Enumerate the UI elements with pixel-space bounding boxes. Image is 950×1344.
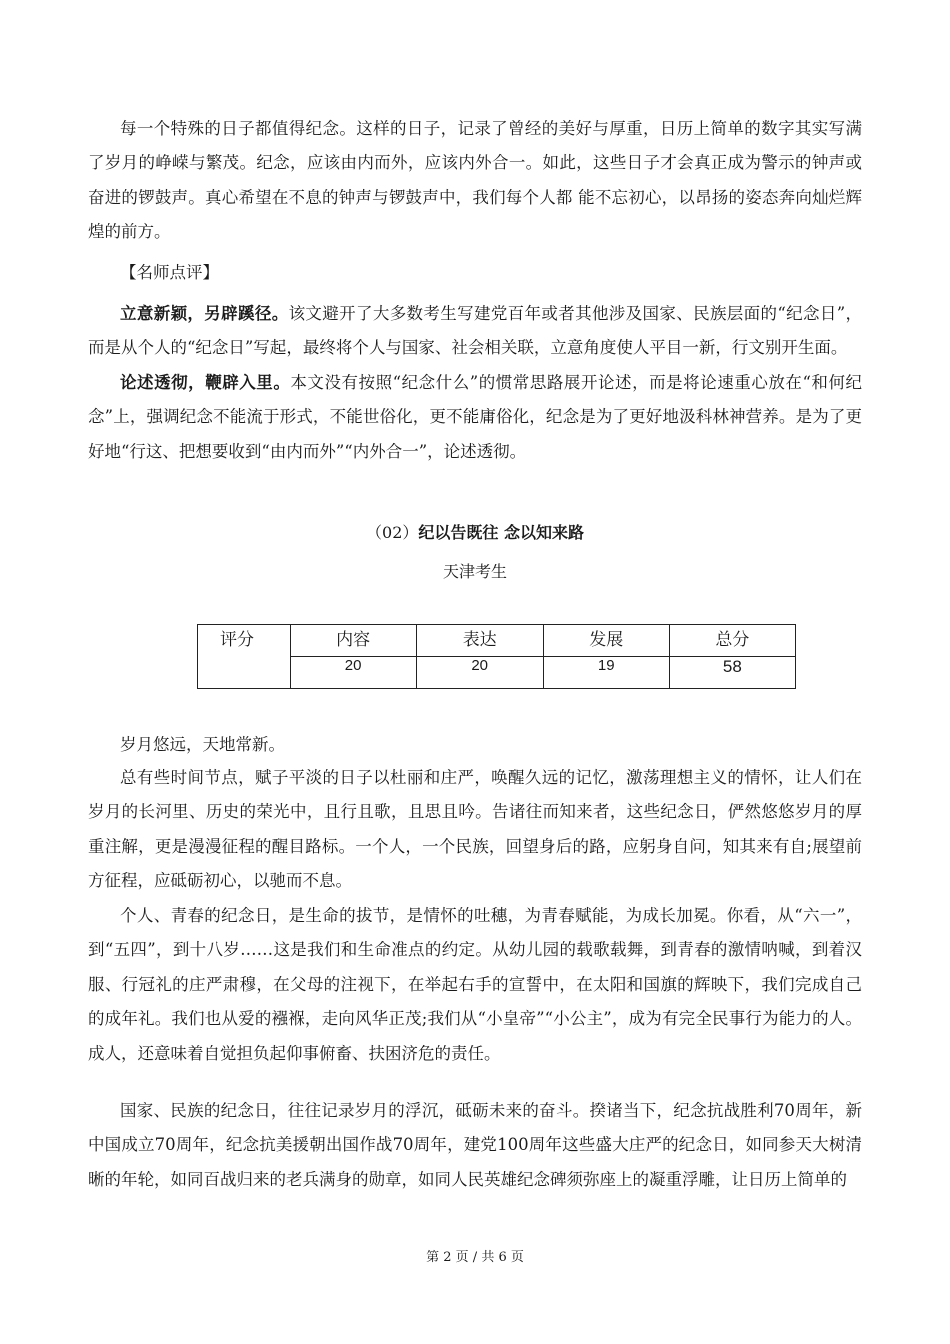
review-heading: 【名师点评】 [120,263,219,282]
essay-author: 天津考生 [442,562,507,581]
score-value: 20 [416,657,543,689]
score-value: 19 [543,657,669,689]
score-value: 20 [290,657,416,689]
review-point-2-bold: 论述透彻，鞭辟入里。 [120,373,291,392]
score-header: 内容 [290,625,416,657]
score-header: 发展 [543,625,669,657]
page-footer: 第 2 页 / 共 6 页 [426,1250,524,1265]
essay-title [0,520,950,543]
score-row-label: 评分 [198,625,291,689]
essay-paragraph: 个人、青春的纪念日，是生命的拔节，是情怀的吐穗，为青春赋能，为成长加冕。你看，从“六一”，到“五四”，到十八岁……这是我们和生命准点的约定。从幼儿园的载歌载舞，到青春的激情呐喊，到着汉服、行冠礼的庄严肃穆，在父母的注视下，在举起右手的宣誓中，在太阳和国旗的辉映下，我们完成自己的成年礼。我们也从爱的襁褓，走向风华正茂;我们从“小皇帝”“小公主”，成为有完全民事行为能力的人。成人，还意味着自觉担负起仰事俯畜、扶困济危的责任。 [88,906,862,1063]
score-total-value: 58 [669,657,795,689]
review-point-1-bold: 立意新颖，另辟蹊径。 [120,304,289,323]
review-point-2 [88,366,862,469]
intro-paragraph: 每一个特殊的日子都值得纪念。这样的日子，记录了曾经的美好与厚重，日历上简单的数字其实写满了岁月的峥嵘与繁茂。纪念，应该由内而外，应该内外合一。如此，这些日子才会真正成为警示的钟声或奋进的锣鼓声。真心希望在不息的钟声与锣鼓声中，我们每个人都 能不忘初心，以昂扬的姿态奔向灿烂辉煌的前方。 [88,119,862,242]
essay-paragraph: 岁月悠远，天地常新。 [120,735,285,754]
essay-title-text: 纪以告既往 念以知来路 [418,523,584,542]
review-point-1 [88,297,862,366]
score-header: 总分 [669,625,795,657]
review-point-1-text: 该文避开了大多数考生写建党百年或者其他涉及国家、民族层面的“纪念日”，而是从个人的“纪念日”写起，最终将个人与国家、社会相关联，立意角度使人平目一新，行文别开生面。 [88,304,863,358]
review-point-2-text: 本文没有按照“纪念什么”的惯常思路展开论述，而是将论速重心放在“和何纪念”上，强调纪念不能流于形式，不能世俗化，更不能庸俗化，纪念是为了更好地汲科林神营养。是为了更好地“行这、把想要收到“由内而外”“内外合一”，论述透彻。 [88,373,863,461]
essay-paragraph: 总有些时间节点，赋子平淡的日子以杜丽和庄严，唤醒久远的记忆，激荡理想主义的情怀，让人们在岁月的长河里、历史的荣光中，且行且歌，且思且吟。告诸往而知来者，这些纪念日，俨然悠悠岁月的厚重注解，更是漫漫征程的醒目路标。一个人，一个民族，回望身后的路，应躬身自问，知其来有自;展望前方征程，应砥砺初心，以驰而不息。 [88,768,862,891]
essay-paragraph: 国家、民族的纪念日，往往记录岁月的浮沉，砥砺未来的奋斗。揆诸当下，纪念抗战胜利70周年，新中国成立70周年，纪念抗美援朝出国作战70周年，建党100周年这些盛大庄严的纪念日，如同参天大树清晰的年轮，如同百战归来的老兵满身的勋章，如同人民英雄纪念碑须弥座上的凝重浮雕，让日历上简单的 [88,1101,862,1189]
score-table [197,624,796,689]
score-header: 表达 [416,625,543,657]
essay-number: （02） [366,523,419,542]
